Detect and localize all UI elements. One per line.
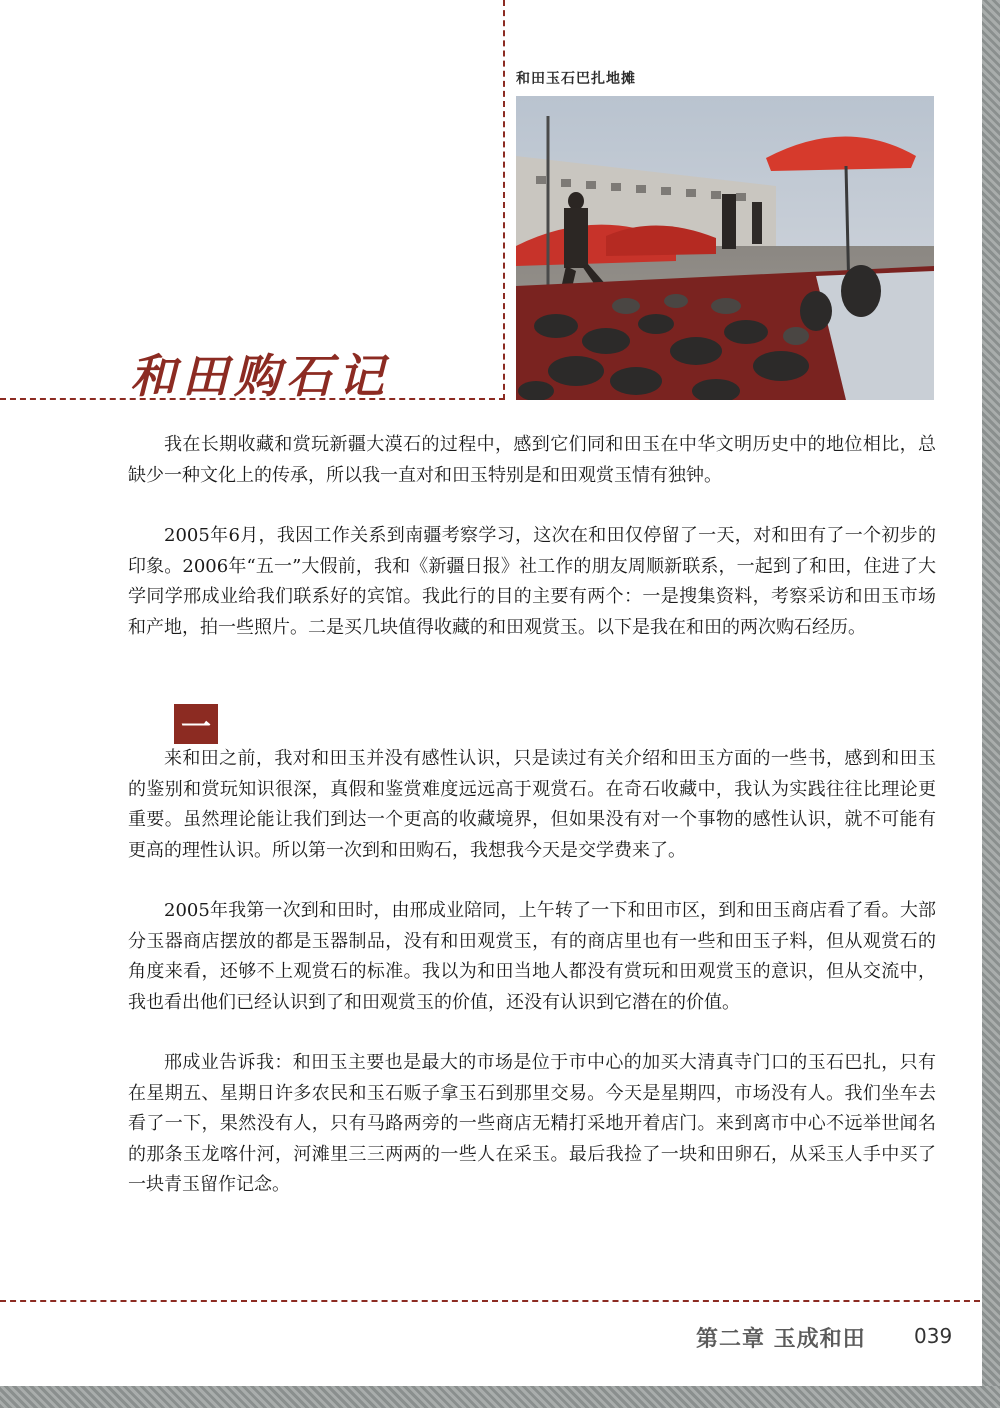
divider-vertical bbox=[503, 0, 505, 400]
section-one-paragraph-2: 2005年我第一次到和田时，由邢成业陪同，上午转了一下和田市区，到和田玉商店看了看。大部分玉器商店摆放的都是玉器制品，没有和田观赏玉，有的商店里也有一些和田玉子料，但从观赏石的角度来看，还够不上观赏石的标准。我以为和田当地人都没有赏玩和田观赏玉的意识，但从交流中，我也看出他们已经认识到了和田观赏玉的价值，还没有认识到它潜在的价值。 bbox=[128, 900, 936, 1013]
page-edge-bottom bbox=[0, 1386, 1000, 1408]
page-number: 039 bbox=[914, 1324, 953, 1348]
photo-caption: 和田玉石巴扎地摊 bbox=[516, 71, 636, 87]
section-one-paragraph-1: 来和田之前，我对和田玉并没有感性认识，只是读过有关介绍和田玉方面的一些书，感到和田玉的鉴别和赏玩知识很深，真假和鉴赏难度远远高于观赏石。在奇石收藏中，我认为实践往往比理论更重要。虽然理论能让我们到达一个更高的收藏境界，但如果没有对一个事物的感性认识，就不可能有更高的理性认识。所以第一次到和田购石，我想我今天是交学费来了。 bbox=[128, 748, 936, 861]
page-edge-right bbox=[982, 0, 1000, 1408]
intro-paragraph-2: 2005年6月，我因工作关系到南疆考察学习，这次在和田仅停留了一天，对和田有了一个初步的印象。2006年“五一”大假前，我和《新疆日报》社工作的朋友周顺新联系，一起到了和田，住进了大学同学邢成业给我们联系好的宾馆。我此行的目的主要有两个：一是搜集资料，考察采访和田玉市场和产地，拍一些照片。二是买几块值得收藏的和田观赏玉。以下是我在和田的两次购石经历。 bbox=[128, 525, 936, 638]
divider-footer bbox=[0, 1300, 980, 1302]
footer-chapter-title: 第二章 玉成和田 bbox=[696, 1326, 866, 1352]
article-title: 和田购石记 bbox=[130, 349, 390, 403]
section-marker: 一 bbox=[174, 704, 218, 744]
section-one-paragraph-3: 邢成业告诉我：和田玉主要也是最大的市场是位于市中心的加买大清真寺门口的玉石巴扎，只有在星期五、星期日许多农民和玉石贩子拿玉石到那里交易。今天是星期四，市场没有人。我们坐车去看了一下，果然没有人，只有马路两旁的一些商店无精打采地开着店门。来到离市中心不远举世闻名的那条玉龙喀什河，河滩里三三两两的一些人在采玉。最后我捡了一块和田卵石，从采玉人手中买了一块青玉留作记念。 bbox=[128, 1052, 936, 1195]
intro-paragraph-1: 我在长期收藏和赏玩新疆大漠石的过程中，感到它们同和田玉在中华文明历史中的地位相比，总缺少一种文化上的传承，所以我一直对和田玉特别是和田观赏玉情有独钟。 bbox=[128, 434, 936, 486]
market-photo bbox=[516, 96, 934, 400]
market-photo-image bbox=[516, 96, 934, 400]
